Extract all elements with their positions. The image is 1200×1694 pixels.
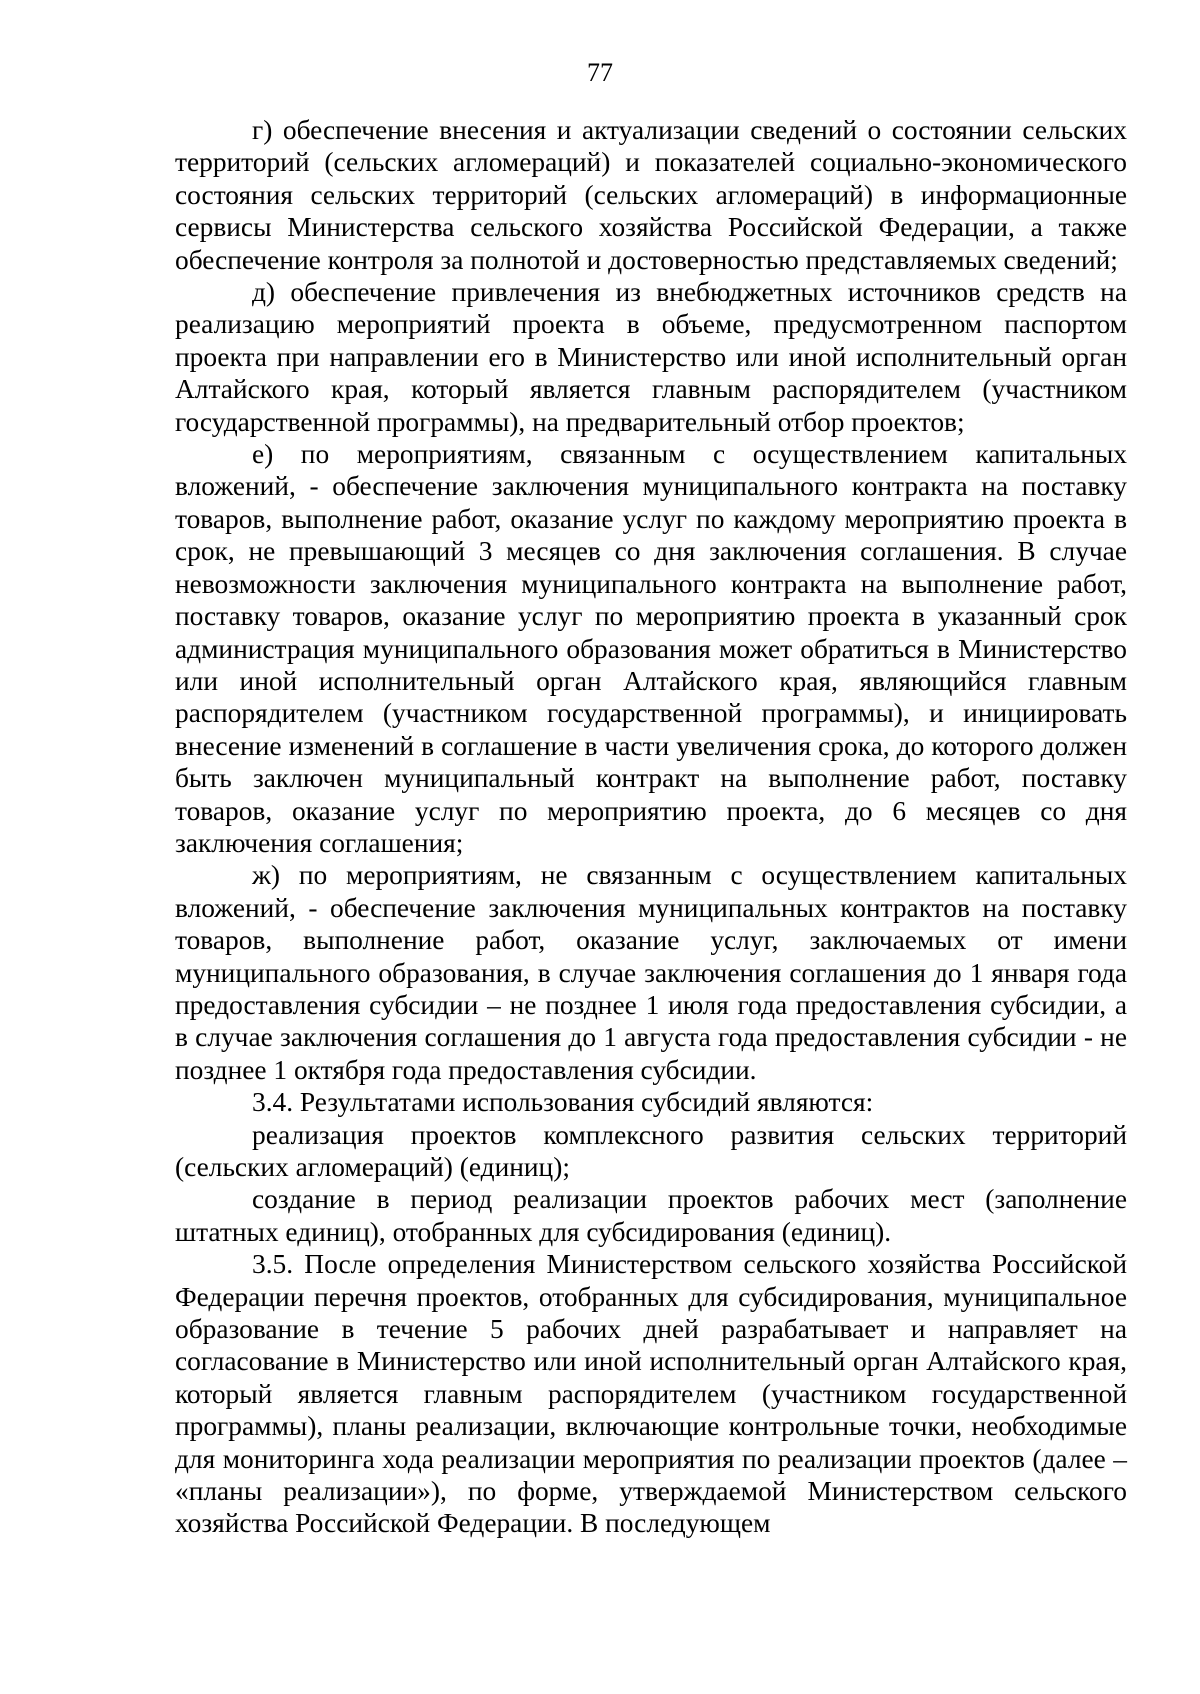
paragraph-d: д) обеспечение привлечения из внебюджетных источников средств на реализацию мероприятий проекта в объеме, предусмотренном паспортом проекта при направлении его в Министерство или иной исполнительный орган Алтайского края, который является главным распорядителем (участником государственной программы), на предварительный отбор проектов; [175, 277, 1127, 437]
paragraph-result-jobs: создание в период реализации проектов рабочих мест (заполнение штатных единиц), отобранных для субсидирования (единиц). [175, 1184, 1127, 1247]
paragraph-result-projects: реализация проектов комплексного развития сельских территорий (сельских агломераций) (единиц); [175, 1119, 1127, 1182]
paragraph-3-5: 3.5. После определения Министерством сельского хозяйства Российской Федерации перечня проектов, отобранных для субсидирования, муниципальное образование в течение 5 рабочих дней разрабатывает и направляет на согласование в Министерство или иной исполнительный орган Алтайского края, который является главным распорядителем (участником государственной программы), планы реализации, включающие контрольные точки, необходимые для мониторинга хода реализации мероприятия по реализации проектов (далее – «планы реализации»), по форме, утверждаемой Министерством сельского хозяйства Российской Федерации. В последующем [175, 1249, 1127, 1539]
paragraph-e: е) по мероприятиям, связанным с осуществлением капитальных вложений, - обеспечение заключения муниципального контракта на поставку товаров, выполнение работ, оказание услуг по каждому мероприятию проекта в срок, не превышающий 3 месяцев со дня заключения соглашения. В случае невозможности заключения муниципального контракта на выполнение работ, поставку товаров, оказание услуг по мероприятию проекта в указанный срок администрация муниципального образования может обратиться в Министерство или иной исполнительный орган Алтайского края, являющийся главным распорядителем (участником государственной программы), и инициировать внесение изменений в соглашение в части увеличения срока, до которого должен быть заключен муниципальный контракт на выполнение работ, поставку товаров, оказание услуг по мероприятию проекта, до 6 месяцев со дня заключения соглашения; [175, 439, 1127, 858]
paragraph-3-4-heading: 3.4. Результатами использования субсидий являются: [252, 1087, 874, 1118]
paragraph-zh: ж) по мероприятиям, не связанным с осуществлением капитальных вложений, - обеспечение заключения муниципальных контрактов на поставку товаров, выполнение работ, оказание услуг, заключаемых от имени муниципального образования, в случае заключения соглашения до 1 января года предоставления субсидии – не позднее 1 июля года предоставления субсидии, а в случае заключения соглашения до 1 августа года предоставления субсидии - не позднее 1 октября года предоставления субсидии. [175, 860, 1127, 1085]
document-body [175, 114, 1127, 1540]
page-number: 77 [587, 58, 613, 87]
paragraph-g: г) обеспечение внесения и актуализации сведений о состоянии сельских территорий (сельских агломераций) и показателей социально-экономического состояния сельских территорий (сельских агломераций) в информационные сервисы Министерства сельского хозяйства Российской Федерации, а также обеспечение контроля за полнотой и достоверностью представляемых сведений; [175, 115, 1127, 275]
